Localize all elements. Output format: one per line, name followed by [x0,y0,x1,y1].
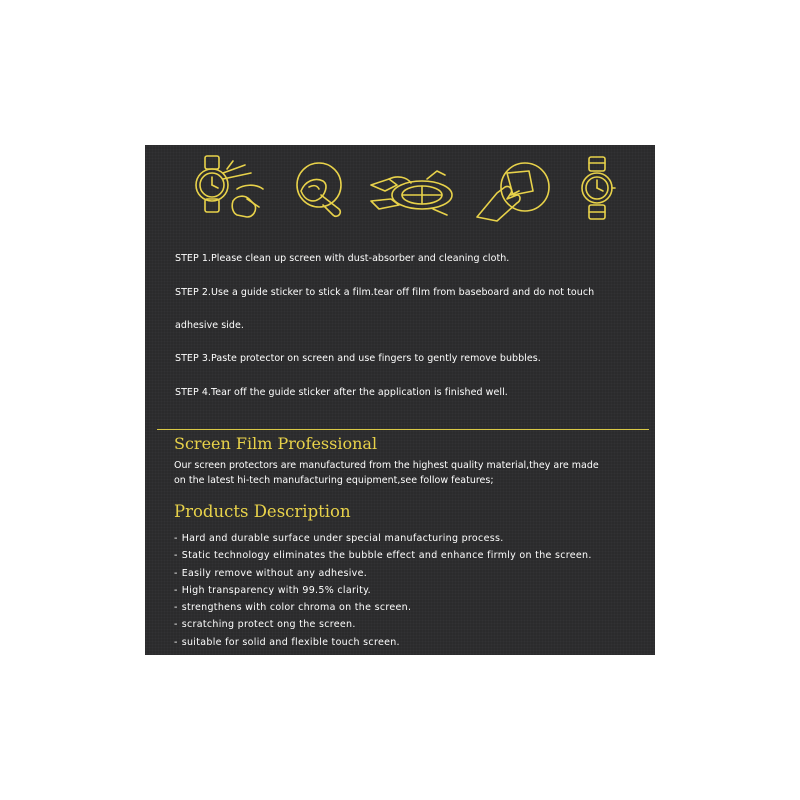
list-item [174,530,592,547]
list-item [174,599,592,616]
feature-text: Easily remove without any adhesive. [181,567,368,579]
section-title-products-description: Products Description [174,502,351,521]
feature-text: strengthens with color chroma on the screen. [181,602,412,614]
intro-line: on the latest hi-tech manufacturing equipment,see follow features; [174,475,494,486]
cloth-wipe-icon [295,155,355,225]
list-item [174,634,592,651]
feature-text: scratching protect ong the screen. [181,619,356,631]
instruction-icons [145,155,655,225]
section-divider [157,429,649,430]
feature-text: suitable for solid and flexible touch screen. [181,636,400,648]
section-title-screen-film: Screen Film Professional [174,434,378,453]
feature-text: High transparency with 99.5% clarity. [181,584,372,596]
bullet-dash: - [174,584,178,596]
step-3-text: STEP 3.Paste protector on screen and use fingers to gently remove bubbles. [175,353,541,364]
step-2-text: STEP 2.Use a guide sticker to stick a film.tear off film from baseboard and do not touch [175,287,595,298]
step-4-text: STEP 4.Tear off the guide sticker after the application is finished well. [175,387,508,398]
bullet-dash: - [174,636,178,648]
bullet-dash: - [174,602,178,614]
section-intro [174,458,599,488]
finished-watch-icon [577,155,617,225]
hand-apply-film-icon [467,155,557,225]
bullet-dash: - [174,567,178,579]
step-1-text: STEP 1.Please clean up screen with dust-absorber and cleaning cloth. [175,253,510,264]
feature-text: Hard and durable surface under special manufacturing process. [181,533,504,544]
bullet-dash: - [174,533,178,544]
list-item [174,616,592,633]
feature-text: Static technology eliminates the bubble effect and enhance firmly on the screen. [181,550,592,562]
film-peel-icon [367,155,457,225]
watch-cleaning-icon [193,155,273,225]
list-item [174,582,592,599]
list-item [174,565,592,582]
intro-line: Our screen protectors are manufactured from the highest quality material,they are made [174,460,599,471]
bullet-dash: - [174,550,178,562]
bullet-dash: - [174,619,178,631]
feature-list [174,530,592,651]
step-2-continuation-text: adhesive side. [175,320,244,331]
list-item [174,547,592,564]
instruction-card [145,145,655,655]
